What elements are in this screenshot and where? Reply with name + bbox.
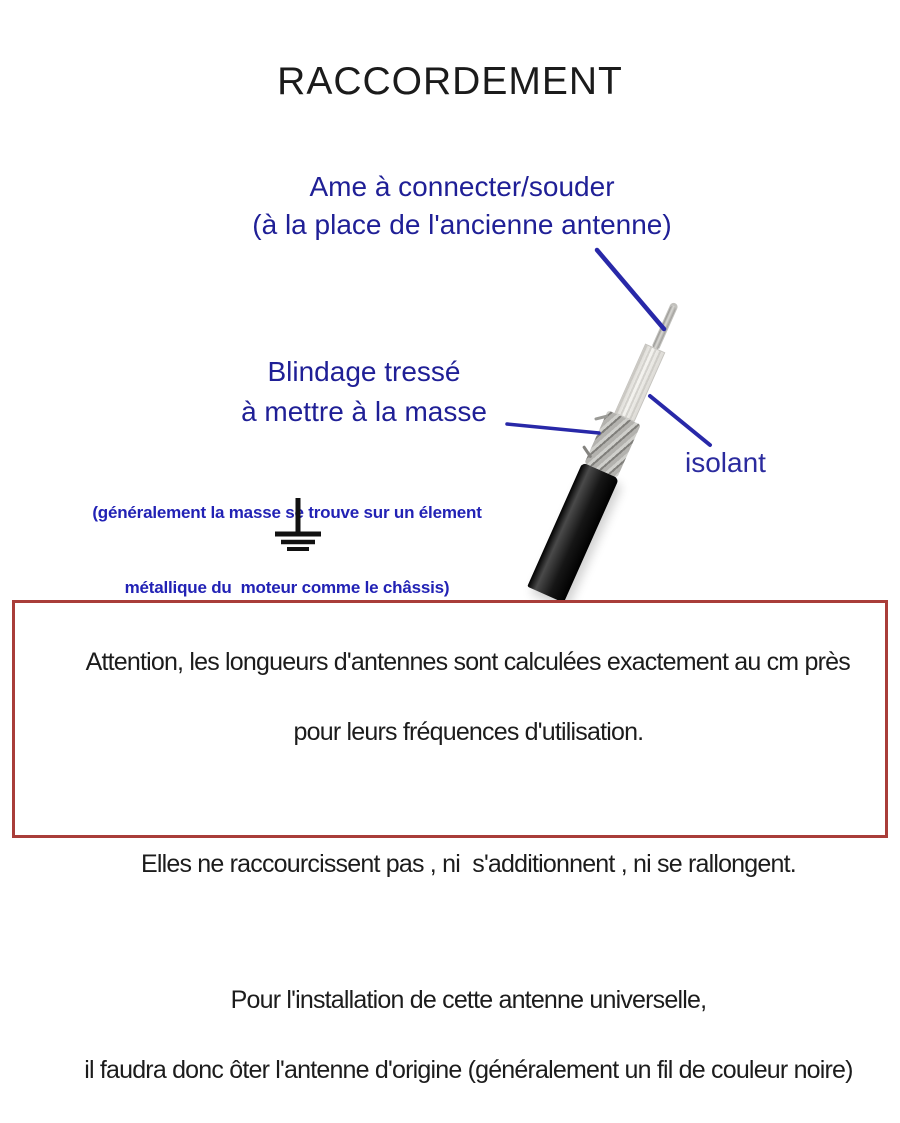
leader-line-insulator (650, 396, 710, 445)
insulator-label: isolant (685, 447, 766, 478)
center-conductor (653, 305, 677, 349)
warning-box (12, 600, 888, 1084)
warning-line-4: Pour l'installation de cette antenne universelle, (230, 986, 707, 1014)
warning-paragraph-2 (15, 812, 885, 917)
warning-line-2: pour leurs fréquences d'utilisation. (293, 718, 644, 746)
warning-line-5: il faudra donc ôter l'antenne d'origine (généralement un fil de couleur noire) (84, 1056, 853, 1084)
leader-line-shield (507, 424, 599, 433)
shield-label-line1: Blindage tressé (267, 356, 461, 387)
warning-paragraph-1 (15, 610, 885, 785)
cable-jacket (527, 462, 619, 603)
ground-note-line2: métallique du moteur comme le châssis) (124, 578, 450, 597)
core-label-line2: (à la place de l'ancienne antenne) (252, 209, 672, 240)
page-title: RACCORDEMENT (277, 60, 623, 103)
ground-note-line1: (généralement la masse se trouve sur un élement (92, 503, 482, 522)
warning-line-3: Elles ne raccourcissent pas , ni s'additionnent , ni se rallongent. (140, 850, 796, 878)
warning-paragraph-3 (15, 948, 885, 1123)
core-label (252, 168, 671, 244)
dielectric-insulator (614, 344, 665, 422)
core-label-line1: Ame à connecter/souder (309, 171, 615, 202)
shield-label-line2: à mettre à la masse (241, 396, 487, 427)
coax-cable-photo (527, 298, 692, 603)
shield-label (241, 352, 487, 432)
warning-line-1: Attention, les longueurs d'antennes sont calculées exactement au cm près (85, 648, 850, 676)
